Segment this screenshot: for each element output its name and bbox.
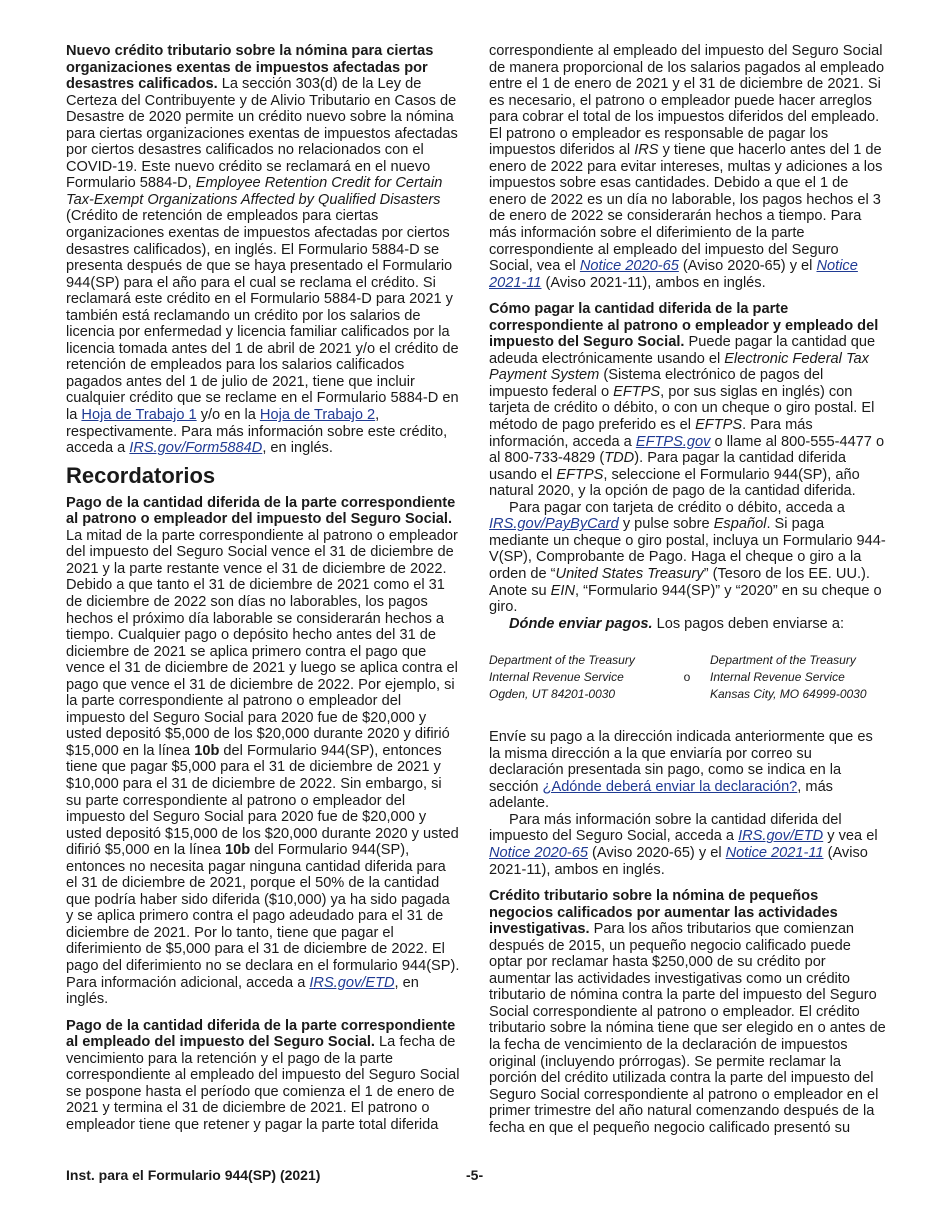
paragraph-pay-by-card: Para pagar con tarjeta de crédito o débito, acceda a IRS.gov/PayByCard y pulse sobre Español. Si paga mediante un cheque o giro postal, incluya un Formulario 944-V(SP), Comprobante de Pago. Haga el cheque o giro a la orden de “United States Treasury” (Tesoro de los EE. UU.). Anote su EIN, “Formulario 944(SP)” y “2020” en su cheque o giro.: [489, 499, 886, 616]
address-or: o: [683, 670, 691, 685]
paragraph-employee-deferral: Pago de la cantidad diferida de la parte correspondiente al empleado del impuesto del Seguro Social. La fecha de vencimiento para la retención y el pago de la parte correspondiente al empleado del impuesto del Seguro Social se pospone hasta el período que comienza el 1 de enero de 2021 y termina el 31 de diciembre de 2021. El patrono o empleador tiene que retener y pagar la parte total diferida: [66, 1017, 460, 1133]
paragraph-heading: Crédito tributario sobre la nómina de pequeños negocios calificados por aumentar las actividades investigativas.: [489, 888, 838, 938]
link-paybycard[interactable]: IRS.gov/PayByCard: [489, 516, 619, 533]
section-heading-recordatorios: Recordatorios: [66, 462, 216, 488]
address-ogden-line1: Department of the Treasury: [489, 653, 635, 668]
paragraph-heading: Nuevo crédito tributario sobre la nómina para ciertas organizaciones exentas de impuestos afectadas por desastres calificados.: [66, 43, 434, 93]
link-irs-etd-2[interactable]: IRS.gov/ETD: [738, 828, 824, 845]
address-ogden-line2: Internal Revenue Service: [489, 670, 624, 685]
paragraph-employer-deferral: Pago de la cantidad diferida de la parte correspondiente al patrono o empleador del impuesto del Seguro Social. La mitad de la parte correspondiente al patrono o empleador del impuesto del Seguro Social vence el 31 de diciembre de 2021 y la parte restante vence el 31 de diciembre de 2022. Debido a que tanto el 31 de diciembre de 2021 como el 31 de diciembre de 2022 son días no laborables, los pagos hechos el próximo día laborable se considerarán hechos a tiempo. Cualquier pago o depósito hecho antes del 31 de diciembre de 2021 se aplica primero contra el pago que vence el 31 de diciembre de 2021 y luego se aplica contra el pago que vence el 31 de diciembre de 2022. Por ejemplo, si la parte correspondiente al patrono o empleador del impuesto del Seguro Social para 2020 fue de $20,000 y usted depositó $5,000 de los $20,000 durante 2020 y difirió $15,000 en la línea 10b del Formulario 944(SP), entonces tiene que pagar $5,000 para el 31 de diciembre de 2021 y $10,000 para el 31 de diciembre de 2022. Sin embargo, si su parte correspondiente al patrono o empleador del impuesto del Seguro Social para 2020 fue de $20,000 y usted depositó $15,000 de los $20,000 durante 2020 y usted difirió $5,000 en la línea 10b del Formulario 944(SP), entonces no necesita pagar ninguna cantidad diferida para el 31 de diciembre de 2021, porque el 50% de la cantidad que podría haber sido diferida ($10,000) ya ha sido pagada y se aplica primero contra el pago adeudado para el 31 de diciembre de 2021. Por lo tanto, tiene que pagar el diferimiento de $5,000 para el 31 de diciembre de 2022. El pago del diferimiento no se declara en el formulario 944(SP). Para información adicional, acceda a IRS.gov/ETD, en inglés.: [66, 494, 460, 1008]
paragraph-send-payment: Envíe su pago a la dirección indicada anteriormente que es la misma dirección a la que enviaría por correo su declaración presentada sin pago, como se indica en la sección ¿Adónde deberá enviar la declaración?, más adelante.: [489, 729, 873, 812]
link-eftps[interactable]: EFTPS.gov: [635, 433, 711, 450]
paragraph-employee-deferral-cont: correspondiente al empleado del impuesto del Seguro Social de manera proporcional de los salarios pagados al empleado entre el 1 de enero de 2021 y el 31 de diciembre de 2021. Si es necesario, el patrono o empleador puede hacer arreglos para cobrar el total de los impuestos diferidos del empleado. El patrono o empleador es responsable de pagar los impuestos diferidos al IRS y tiene que hacerlo antes del 1 de enero de 2022 para evitar intereses, multas y adiciones a los impuestos sobre esas cantidades. Debido a que el 1 de enero de 2022 es un día no laborable, los pagos hechos el 3 de enero de 2022 se considerarán hechos a tiempo. Para más información sobre el diferimiento de la parte correspondiente al empleado del impuesto del Seguro Social, vea el Notice 2020-65 (Aviso 2020-65) y el Notice 2021-11 (Aviso 2021-11), ambos en inglés.: [489, 43, 885, 291]
link-notice-2020-65-2[interactable]: Notice 2020-65: [489, 844, 588, 861]
footer-title: Inst. para el Formulario 944(SP) (2021): [66, 1167, 321, 1183]
address-table: [489, 652, 886, 703]
address-ogden-line3: Ogden, UT 84201-0030: [489, 687, 616, 702]
address-kansas-line2: Internal Revenue Service: [710, 670, 845, 685]
link-hoja-trabajo-1[interactable]: Hoja de Trabajo 1: [81, 407, 197, 424]
left-column: [66, 43, 461, 1133]
link-irs-etd[interactable]: IRS.gov/ETD: [309, 974, 395, 991]
address-kansas-line1: Department of the Treasury: [710, 653, 856, 668]
paragraph-disaster-credit: Nuevo crédito tributario sobre la nómina para ciertas organizaciones exentas de impuestos afectadas por desastres calificados. La sección 303(d) de la Ley de Certeza del Contribuyente y de Alivio Tributario en Casos de Desastre de 2020 permite un crédito nuevo sobre la nómina para ciertas organizaciones exentas de impuestos afectadas por ciertos desastres calificados no relacionados con el COVID-19. Este nuevo crédito se reclamará en el nuevo Formulario 5884-D, Employee Retention Credit for Certain Tax-Exempt Organizations Affected by Qualified Disasters (Crédito de retención de empleados para ciertas organizaciones exentas de impuestos afectadas por ciertos desastres calificados), en inglés. El Formulario 5884-D se presenta después de que se haya presentado el Formulario 944(SP) para el año para el cual se reclama el crédito. Si reclamará este crédito en el Formulario 5884-D para 2021 y también está reclamando un crédito por los salarios de licencia por enfermedad y licencia familiar calificados por la licencia tomada antes del 1 de abril de 2021 y/o el crédito de retención de empleados para los salarios calificados pagados antes del 1 de julio de 2021, tiene que incluir cualquier crédito que se reclame en el Formulario 5884-D en la Hoja de Trabajo 1 y/o en la Hoja de Trabajo 2, respectivamente. Para más información sobre este crédito, acceda a IRS.gov/Form5884D, en inglés.: [66, 43, 459, 457]
right-column: [489, 43, 886, 1136]
link-hoja-trabajo-2[interactable]: Hoja de Trabajo 2: [259, 407, 376, 424]
link-irs-form5884d[interactable]: IRS.gov/Form5884D: [129, 440, 263, 457]
paragraph-heading: Pago de la cantidad diferida de la parte correspondiente al empleado del impuesto del Seguro Social.: [66, 1017, 456, 1051]
page-footer: [66, 1167, 886, 1187]
link-notice-2021-11-2[interactable]: Notice 2021-11: [725, 844, 824, 861]
page-number: -5-: [466, 1167, 484, 1183]
paragraph-heading: Cómo pagar la cantidad diferida de la parte correspondiente al patrono o empleador y empleado del impuesto del Seguro Social.: [489, 301, 879, 351]
link-notice-2020-65[interactable]: Notice 2020-65: [579, 258, 679, 275]
address-kansas-line3: Kansas City, MO 64999-0030: [710, 687, 867, 702]
paragraph-how-to-pay: Cómo pagar la cantidad diferida de la parte correspondiente al patrono o empleador y empleado del impuesto del Seguro Social. Puede pagar la cantidad que adeuda electrónicamente usando el Electronic Federal Tax Payment System (Sistema electrónico de pagos del impuesto federal o EFTPS, por sus siglas en inglés) con tarjeta de crédito o débito, o con un cheque o giro postal. El método de pago preferido es el EFTPS. Para más información, acceda a EFTPS.gov o llame al 800-555-4477 o al 800-733-4829 (TDD). Para pagar la cantidad diferida usando el EFTPS, seleccione el Formulario 944(SP), año natural 2020, y la opción de pago de la cantidad diferida.: [489, 301, 885, 500]
paragraph-research-credit: Crédito tributario sobre la nómina de pequeños negocios calificados por aumentar las actividades investigativas. Para los años tributarios que comienzan después de 2015, un pequeño negocio calificado puede optar por reclamar hasta $250,000 de su crédito por aumentar las actividades investigativas como un crédito tributario de nómina contra la parte del impuesto del Seguro Social correspondiente al patrono o empleador. El crédito tributario sobre la nómina tiene que ser elegido en o antes de la fecha de vencimiento de la declaración de impuestos original (incluyendo prórrogas). Se permite reclamar la porción del crédito utilizada contra la parte del impuesto del Seguro Social correspondiente al patrono o empleador en el primer trimestre del año natural comenzando después de la fecha en que el pequeño negocio calificado presentó su: [489, 888, 886, 1136]
paragraph-more-info: Para más información sobre la cantidad diferida del impuesto del Seguro Social, acceda a IRS.gov/ETD y vea el Notice 2020-65 (Aviso 2020-65) y el Notice 2021-11 (Aviso 2021-11), ambos en inglés.: [489, 811, 878, 878]
paragraph-heading: Pago de la cantidad diferida de la parte correspondiente al patrono o empleador del impuesto del Seguro Social.: [66, 494, 456, 528]
link-where-to-file[interactable]: ¿Adónde deberá enviar la declaración?: [542, 778, 798, 795]
paragraph-where-to-send: Dónde enviar pagos. Los pagos deben enviarse a:: [509, 615, 845, 632]
link-notice-2021-11[interactable]: Notice 2021-11: [489, 258, 858, 291]
paragraph-heading: Dónde enviar pagos.: [509, 615, 653, 632]
